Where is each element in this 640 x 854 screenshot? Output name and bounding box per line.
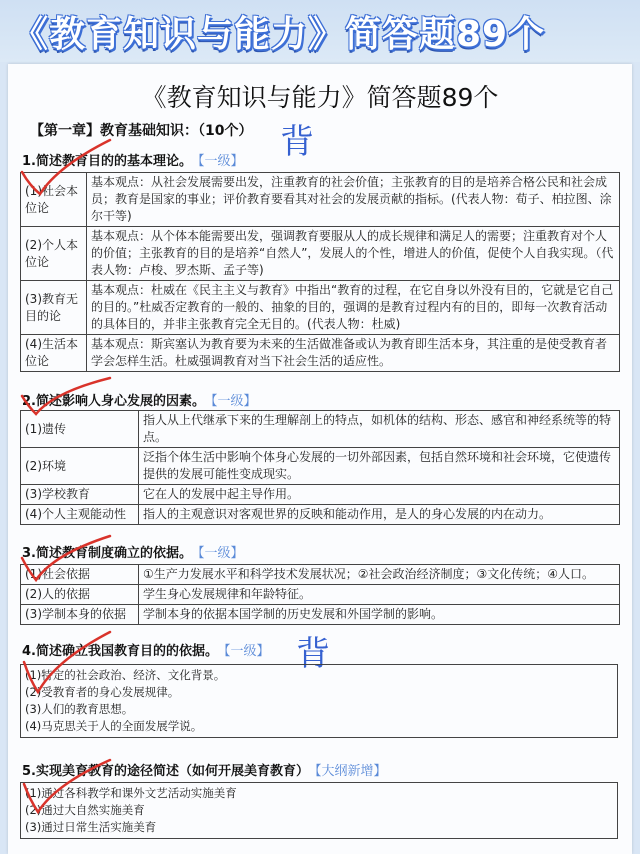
- table-row: [21, 335, 620, 372]
- table-cell-label: (1)社会依据: [21, 565, 139, 585]
- table-cell-label: (3)教育无目的论: [21, 281, 87, 335]
- table-cell-label: (4)生活本位论: [21, 335, 87, 372]
- table-row: [21, 227, 620, 281]
- list-item: (2)受教育者的身心发展规律。: [25, 685, 180, 699]
- table-cell-label: (1)社会本位论: [21, 173, 87, 227]
- list-item: (4)马克思关于人的全面发展学说。: [25, 719, 203, 733]
- check-mark-icon: [18, 630, 118, 700]
- table-cell-text: 指人从上代继承下来的生理解剖上的特点，如机体的结构、形态、感官和神经系统等的特点。: [139, 411, 620, 448]
- table-cell-text: 基本观点：从社会发展需要出发，注重教育的社会价值；主张教育的目的是培养合格公民和社会成员；教育是国家的事业；评价教育要看其对社会的发展贡献的指标。(代表人物：荀子、柏拉图、涂尔干等): [87, 173, 620, 227]
- table-cell-label: (2)个人本位论: [21, 227, 87, 281]
- table-cell-label: (3)学校教育: [21, 485, 139, 505]
- question-1-title: 1.简述教育目的的基本理论。: [22, 154, 192, 169]
- question-3-tag: 【一级】: [197, 546, 244, 561]
- handwritten-note: 背: [296, 634, 330, 674]
- question-2-tag: 【一级】: [210, 394, 257, 409]
- table-cell-text: ①生产力发展水平和科学技术发展状况；②社会政治经济制度；③文化传统；④人口。: [139, 565, 620, 585]
- question-5-title: 5.实现美育教育的途径简述（如何开展美育教育）: [22, 764, 309, 779]
- question-5-tag: 【大纲新增】: [314, 764, 387, 779]
- table-cell-label: (1)遗传: [21, 411, 139, 448]
- table-cell-text: 基本观点：从个体本能需要出发，强调教育要服从人的成长规律和满足人的需要；注重教育对个人的价值；主张教育的目的是培养“自然人”，发展人的个性，增进人的价值，促使个人自我实现。（代表人物：卢梭、罗杰斯、孟子等): [87, 227, 620, 281]
- banner: [0, 0, 640, 62]
- check-mark-icon: [18, 376, 118, 416]
- list-item: (3)人们的教育思想。: [25, 702, 134, 716]
- table-cell-label: (4)个人主观能动性: [21, 505, 139, 525]
- question-2-table: [20, 410, 620, 525]
- table-cell-label: (3)学制本身的依据: [21, 605, 139, 625]
- table-cell-text: 学生身心发展规律和年龄特征。: [139, 585, 620, 605]
- table-cell-label: (2)人的依据: [21, 585, 139, 605]
- question-4-tag: 【一级】: [223, 644, 270, 659]
- table-row: [21, 505, 620, 525]
- list-item: (1)通过各科教学和课外文艺活动实施美育: [25, 786, 237, 800]
- list-item: (1)特定的社会政治、经济、文化背景。: [25, 668, 226, 682]
- table-cell-text: 基本观点：斯宾塞认为教育要为未来的生活做准备或认为教育即生活本身，其注重的是使受教育者学会怎样生活。杜威强调教育对当下社会生活的适应性。: [87, 335, 620, 372]
- table-row: [21, 411, 620, 448]
- question-1-table: [20, 172, 620, 372]
- table-row: [21, 585, 620, 605]
- table-row: [21, 281, 620, 335]
- banner-title: 《教育知识与能力》简答题89个: [12, 14, 546, 55]
- table-cell-text: 基本观点：杜威在《民主主义与教育》中指出“教育的过程，在它自身以外没有目的，它就是它自己的目的。”杜威否定教育的一般的、抽象的目的，强调的是教育过程内有的目的，即每一次教育活动的具体目的，并非主张教育完全无目的。(代表人物：杜威): [87, 281, 620, 335]
- table-row: [21, 605, 620, 625]
- chapter-heading: 【第一章】教育基础知识：（10个）: [30, 123, 253, 139]
- document-page: [8, 64, 632, 854]
- check-mark-icon: [18, 534, 118, 584]
- table-cell-text: 泛指个体生活中影响个体身心发展的一切外部因素，包括自然环境和社会环境，它使遗传提供的发展可能性变成现实。: [139, 448, 620, 485]
- question-1-tag: 【一级】: [197, 154, 244, 169]
- page-title: 《教育知识与能力》简答题89个: [141, 83, 499, 112]
- question-3-title: 3.简述教育制度确立的依据。: [22, 546, 192, 561]
- handwritten-note: 背: [280, 122, 314, 162]
- table-row: [21, 448, 620, 485]
- table-cell-text: 它在人的发展中起主导作用。: [139, 485, 620, 505]
- question-4-title: 4.简述确立我国教育目的的依据。: [22, 644, 218, 659]
- table-cell-label: (2)环境: [21, 448, 139, 485]
- table-cell-text: 学制本身的依据本国学制的历史发展和外国学制的影响。: [139, 605, 620, 625]
- check-mark-icon: [18, 136, 118, 196]
- table-row: [21, 485, 620, 505]
- question-2-title: 2.简述影响人身心发展的因素。: [22, 394, 205, 409]
- check-mark-icon: [18, 756, 118, 816]
- list-item: (3)通过日常生活实施美育: [25, 820, 157, 834]
- table-cell-text: 指人的主观意识对客观世界的反映和能动作用，是人的身心发展的内在动力。: [139, 505, 620, 525]
- list-item: (2)通过大自然实施美育: [25, 803, 145, 817]
